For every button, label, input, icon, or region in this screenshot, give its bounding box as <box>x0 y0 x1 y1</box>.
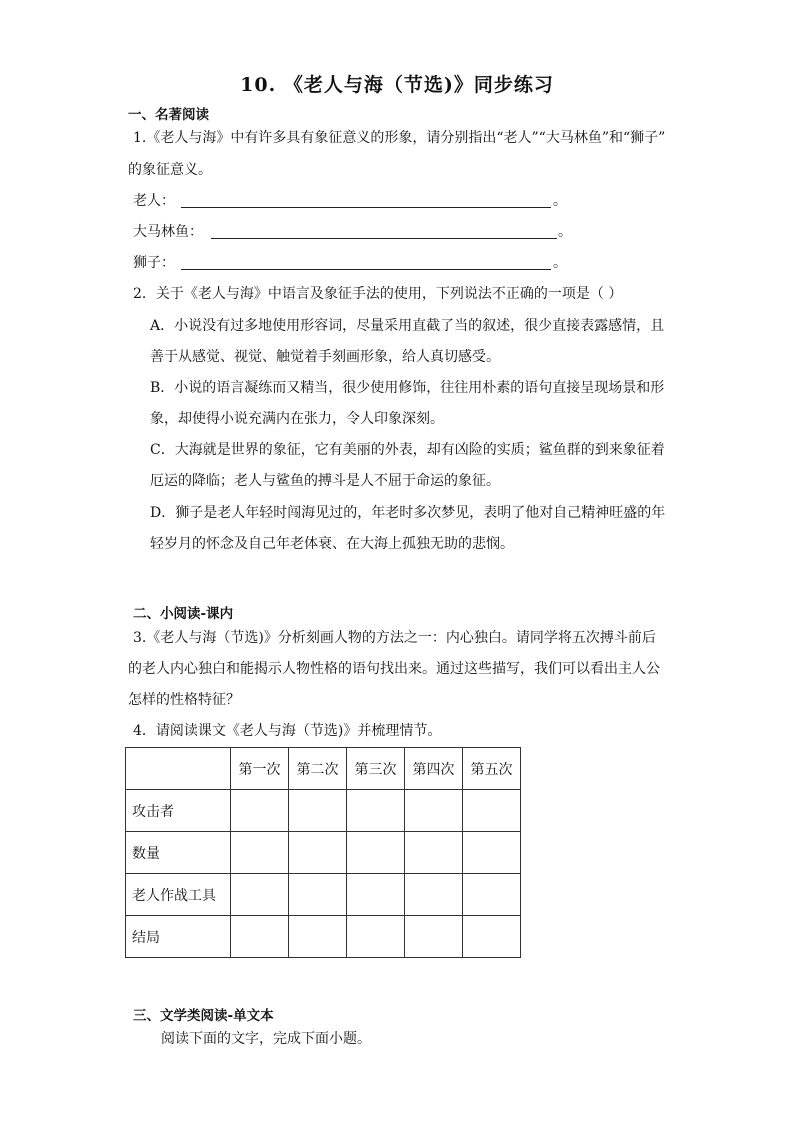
section-3-intro: 阅读下面的文字，完成下面小题。 <box>161 1031 371 1047</box>
q3-text-line-3: 怎样的性格特征？ <box>128 692 240 708</box>
table-answer-cell[interactable] <box>463 874 521 916</box>
q3-text-line-2: 的老人内心独白和能揭示人物性格的语句找出来。通过这些描写，我们可以看出主人公 <box>128 661 660 677</box>
table-answer-cell[interactable] <box>231 832 289 874</box>
q1-blank-end-3: 。 <box>553 255 567 271</box>
table-answer-cell[interactable] <box>347 916 405 958</box>
q2-stem: 2．关于《老人与海》中语言及象征手法的使用，下列说法不正确的一项是（ ） <box>133 286 623 302</box>
q2-option-a-line-2: 善于从感觉、视觉、触觉着手刻画形象，给人真切感受。 <box>150 349 500 365</box>
answer-line-old-man[interactable] <box>181 207 551 208</box>
table-answer-cell[interactable] <box>289 790 347 832</box>
table-answer-cell[interactable] <box>405 874 463 916</box>
table-answer-cell[interactable] <box>405 832 463 874</box>
q2-option-b-line-1: B．小说的语言凝练而又精当，很少使用修饰，往往用朴素的语句直接呈现场景和形 <box>150 380 665 396</box>
table-answer-cell[interactable] <box>231 874 289 916</box>
table-answer-cell[interactable] <box>231 790 289 832</box>
answer-line-marlin[interactable] <box>211 238 557 239</box>
table-col-header: 第三次 <box>347 748 405 790</box>
q2-option-d-line-1: D．狮子是老人年轻时闯海见过的，年老时多次梦见，表明了他对自己精神旺盛的年 <box>150 505 666 521</box>
section-heading-2: 二、小阅读-课内 <box>133 606 234 622</box>
q2-option-b-line-2: 象，却使得小说充满内在张力，令人印象深刻。 <box>150 411 444 427</box>
table-row <box>126 916 521 958</box>
section-heading-1: 一、名著阅读 <box>128 107 209 123</box>
answer-line-lion[interactable] <box>181 269 551 270</box>
table-answer-cell[interactable] <box>289 832 347 874</box>
table-corner-cell <box>126 748 231 790</box>
table-row-header: 数量 <box>126 832 231 874</box>
table-row-header: 结局 <box>126 916 231 958</box>
table-row <box>126 790 521 832</box>
table-answer-cell[interactable] <box>463 916 521 958</box>
section-heading-3: 三、文学类阅读-单文本 <box>133 1008 274 1024</box>
q2-option-a-line-1: A．小说没有过多地使用形容词，尽量采用直截了当的叙述，很少直接表露感情，且 <box>150 318 665 334</box>
q1-blank-end-2: 。 <box>558 224 572 240</box>
table-answer-cell[interactable] <box>347 832 405 874</box>
table-header-row <box>126 748 521 790</box>
table-col-header: 第二次 <box>289 748 347 790</box>
table-row-header: 老人作战工具 <box>126 874 231 916</box>
table-answer-cell[interactable] <box>289 874 347 916</box>
q2-option-c-line-2: 厄运的降临；老人与鲨鱼的搏斗是人不屈于命运的象征。 <box>150 473 500 489</box>
q2-option-d-line-2: 轻岁月的怀念及自己年老体衰、在大海上孤独无助的悲悯。 <box>150 536 514 552</box>
q1-blank-label-lion: 狮子： <box>133 255 175 271</box>
table-row <box>126 874 521 916</box>
q2-option-c-line-1: C．大海就是世界的象征，它有美丽的外表，却有凶险的实质；鲨鱼群的到来象征着 <box>150 442 665 458</box>
page-title: 10. 《老人与海（节选)》同步练习 <box>240 74 554 96</box>
table-answer-cell[interactable] <box>347 874 405 916</box>
table-answer-cell[interactable] <box>463 832 521 874</box>
q4-stem: 4．请阅读课文《老人与海（节选)》并梳理情节。 <box>133 723 442 739</box>
table-answer-cell[interactable] <box>405 916 463 958</box>
q3-text-line-1: 3.《老人与海（节选)》分析刻画人物的方法之一：内心独白。请同学将五次搏斗前后 <box>133 630 656 646</box>
table-col-header: 第一次 <box>231 748 289 790</box>
q1-text-line-2: 的象征意义。 <box>128 162 212 178</box>
table-answer-cell[interactable] <box>405 790 463 832</box>
q1-blank-end-1: 。 <box>553 193 567 209</box>
table-answer-cell[interactable] <box>463 790 521 832</box>
q1-blank-label-marlin: 大马林鱼： <box>133 224 203 240</box>
table-col-header: 第四次 <box>405 748 463 790</box>
table-row <box>126 832 521 874</box>
table-answer-cell[interactable] <box>231 916 289 958</box>
table-answer-cell[interactable] <box>289 916 347 958</box>
q1-blank-label-old-man: 老人： <box>133 193 175 209</box>
table-col-header: 第五次 <box>463 748 521 790</box>
table-row-header: 攻击者 <box>126 790 231 832</box>
plot-table <box>125 747 521 958</box>
q1-text-line-1: 1.《老人与海》中有许多具有象征意义的形象，请分别指出“老人”“大马林鱼”和“狮子” <box>133 130 666 146</box>
table-answer-cell[interactable] <box>347 790 405 832</box>
